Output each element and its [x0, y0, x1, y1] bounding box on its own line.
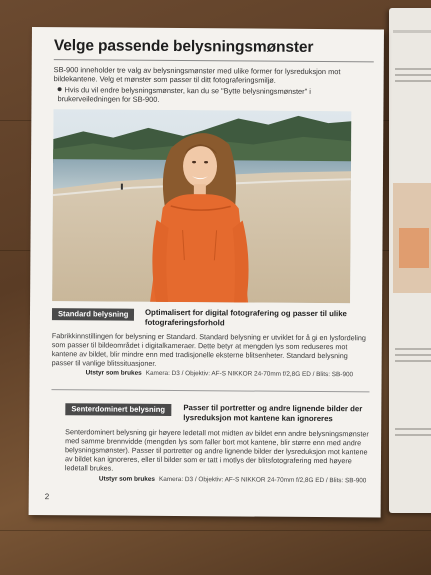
equipment-label: Utstyr som brukes: [98, 475, 155, 483]
bullet-text: Hvis du vil endre belysningsmønster, kan du se "Bytte belysningsmønster" i brukerveiledningen for SB-900.: [57, 85, 311, 105]
title-rule: [54, 59, 374, 62]
section-heading-standard: Optimalisert for digital fotografering og passer til ulike fotograferingsforhold: [144, 307, 347, 327]
section-label-standard: Standard belysning: [52, 308, 135, 321]
equipment-text: Kamera: D3 / Objektiv: AF-S NIKKOR 24-70mm f/2,8G ED / Blits: SB-900: [158, 475, 367, 485]
section-body-center: Senterdominert belysning gir høyere ledetall mot midten av bildet enn andre belysningsmønster med samme brennvidde (mengden lys som faller bort mot kantene, blir større enn med andre belysningsmønster). Passer til portretter og andre lignende bilder der lysreduksjon mot kantene av bildet kan ignoreres, eller til bilder som er tatt i motlys der blitsfotografering med høyere ledetall brukes.: [64, 427, 369, 473]
equipment-text: Kamera: D3 / Objektiv: AF-S NIKKOR 24-70mm f/2,8G ED / Blits: SB-900: [145, 369, 354, 379]
page-title: Velge passende belysningsmønster: [53, 37, 314, 56]
section-label-center: Senterdominert belysning: [65, 403, 171, 416]
bullet-icon: [58, 87, 62, 91]
manual-page: [29, 27, 384, 517]
equipment-line-standard: [86, 369, 354, 378]
facing-page: [389, 8, 431, 513]
section-divider: [51, 389, 369, 392]
page-number: 2: [44, 492, 50, 502]
intro-bullet: [57, 85, 365, 106]
portrait-photo: [52, 109, 351, 303]
section-body-standard: Fabrikkinnstillingen for belysning er Standard. Standard belysning er utviklet for å gi en lysfordeling som passer til bildeområdet i digitalkameraer. Dette betyr at mengden lys som reduseres mot kantene av bildet, blir mindre enn med tradisjonelle eksterne blitsenheter. Standard belysning passer til vanlige blitssituasjoner.: [51, 331, 366, 368]
equipment-line-center: [99, 475, 367, 484]
equipment-label: Utstyr som brukes: [85, 369, 142, 377]
section-heading-center: Passer til portretter og andre lignende bilder der lysreduksjon mot kantene kan ignoreres: [183, 403, 363, 423]
intro-text: SB-900 inneholder tre valg av belysningsmønster med ulike former for lysreduksjon mot bildekantene. Velg et mønster som passer til ditt fotograferingsmiljø.: [53, 65, 341, 85]
